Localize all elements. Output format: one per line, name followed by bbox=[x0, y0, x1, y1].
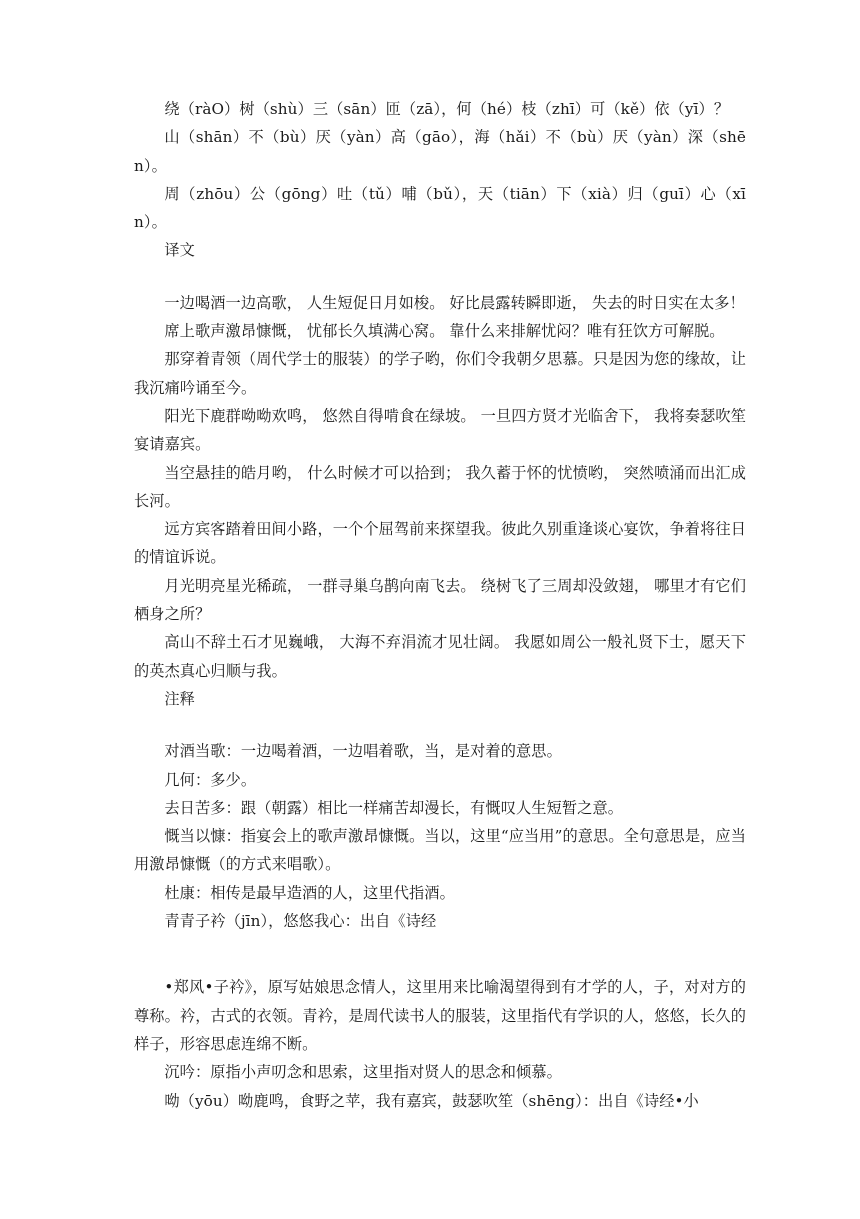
annotation-entry: 慨当以慷：指宴会上的歌声激昂慷慨。当以，这里“应当用”的意思。全句意思是，应当用激昂慷慨（的方式来唱歌）。 bbox=[134, 827, 746, 874]
annotations-continuation-block bbox=[134, 973, 746, 1114]
annotation-entry: 沉吟：原指小声叨念和思索，这里指对贤人的思念和倾慕。 bbox=[164, 1063, 562, 1082]
translation-paragraph: 一边喝酒一边高歌， 人生短促日月如梭。 好比晨露转瞬即逝， 失去的时日实在太多！ bbox=[164, 293, 745, 312]
spacer bbox=[134, 935, 746, 973]
page-content bbox=[134, 95, 746, 1115]
pinyin-verse-block bbox=[134, 95, 746, 236]
spacer bbox=[134, 713, 746, 737]
pinyin-line: 山（shān）不（bù）厌（yàn）高（gāo），海（hǎi）不（bù）厌（yàn）深（shēn）。 bbox=[134, 128, 746, 175]
translation-paragraph: 那穿着青领（周代学士的服装）的学子哟，你们令我朝夕思慕。只是因为您的缘故，让我沉痛吟诵至今。 bbox=[134, 350, 746, 397]
translation-paragraph: 远方宾客踏着田间小路，一个个屈驾前来探望我。彼此久别重逢谈心宴饮，争着将往日的情谊诉说。 bbox=[134, 520, 746, 567]
pinyin-line: 绕（ràO）树（shù）三（sān）匝（zā），何（hé）枝（zhī）可（kě）依（yī）？ bbox=[164, 100, 730, 118]
spacer bbox=[134, 265, 746, 289]
annotation-entry: 几何：多少。 bbox=[164, 770, 257, 789]
translation-paragraph: 高山不辞土石才见巍峨， 大海不弃涓流才见壮阔。 我愿如周公一般礼贤下士，愿天下的英杰真心归顺与我。 bbox=[134, 633, 746, 680]
translation-paragraph: 阳光下鹿群呦呦欢鸣， 悠然自得啃食在绿坡。 一旦四方贤才光临舍下， 我将奏瑟吹笙宴请嘉宾。 bbox=[134, 406, 746, 454]
annotation-entry: 去日苦多：跟（朝露）相比一样痛苦却漫长，有慨叹人生短暂之意。 bbox=[164, 798, 624, 817]
annotation-entry: 对酒当歌：一边喝着酒，一边唱着歌，当，是对着的意思。 bbox=[164, 742, 562, 761]
translation-heading: 译文 bbox=[164, 241, 195, 260]
translation-paragraph: 当空悬挂的皓月哟， 什么时候才可以拾到； 我久蓄于怀的忧愤哟， 突然喷涌而出汇成长河。 bbox=[134, 463, 746, 510]
pinyin-line: 周（zhōu）公（gōng）吐（tǔ）哺（bǔ），天（tiān）下（xià）归（guī）心（xīn）。 bbox=[134, 184, 746, 232]
translation-paragraph: 席上歌声激昂慷慨， 忧郁长久填满心窝。 靠什么来排解忧闷？唯有狂饮方可解脱。 bbox=[164, 322, 725, 341]
annotation-entry: •郑风•子衿》，原写姑娘思念情人，这里用来比喻渴望得到有才学的人，子，对对方的尊称。衿，古式的衣领。青衿，是周代读书人的服装，这里指代有学识的人，悠悠，长久的样子，形容思虑连绵不断。 bbox=[134, 978, 746, 1053]
annotations-heading: 注释 bbox=[164, 689, 195, 708]
annotation-entry: 呦（yōu）呦鹿鸣，食野之苹，我有嘉宾，鼓瑟吹笙（shēng）：出自《诗经•小 bbox=[164, 1091, 699, 1110]
annotation-entry: 杜康：相传是最早造酒的人，这里代指酒。 bbox=[164, 883, 455, 902]
translation-block bbox=[134, 289, 746, 685]
translation-paragraph: 月光明亮星光稀疏， 一群寻巢乌鹊向南飞去。 绕树飞了三周却没敛翅， 哪里才有它们栖身之所？ bbox=[134, 576, 746, 624]
annotation-entry: 青青子衿（jīn），悠悠我心：出自《诗经 bbox=[164, 912, 437, 931]
annotations-block bbox=[134, 737, 746, 935]
